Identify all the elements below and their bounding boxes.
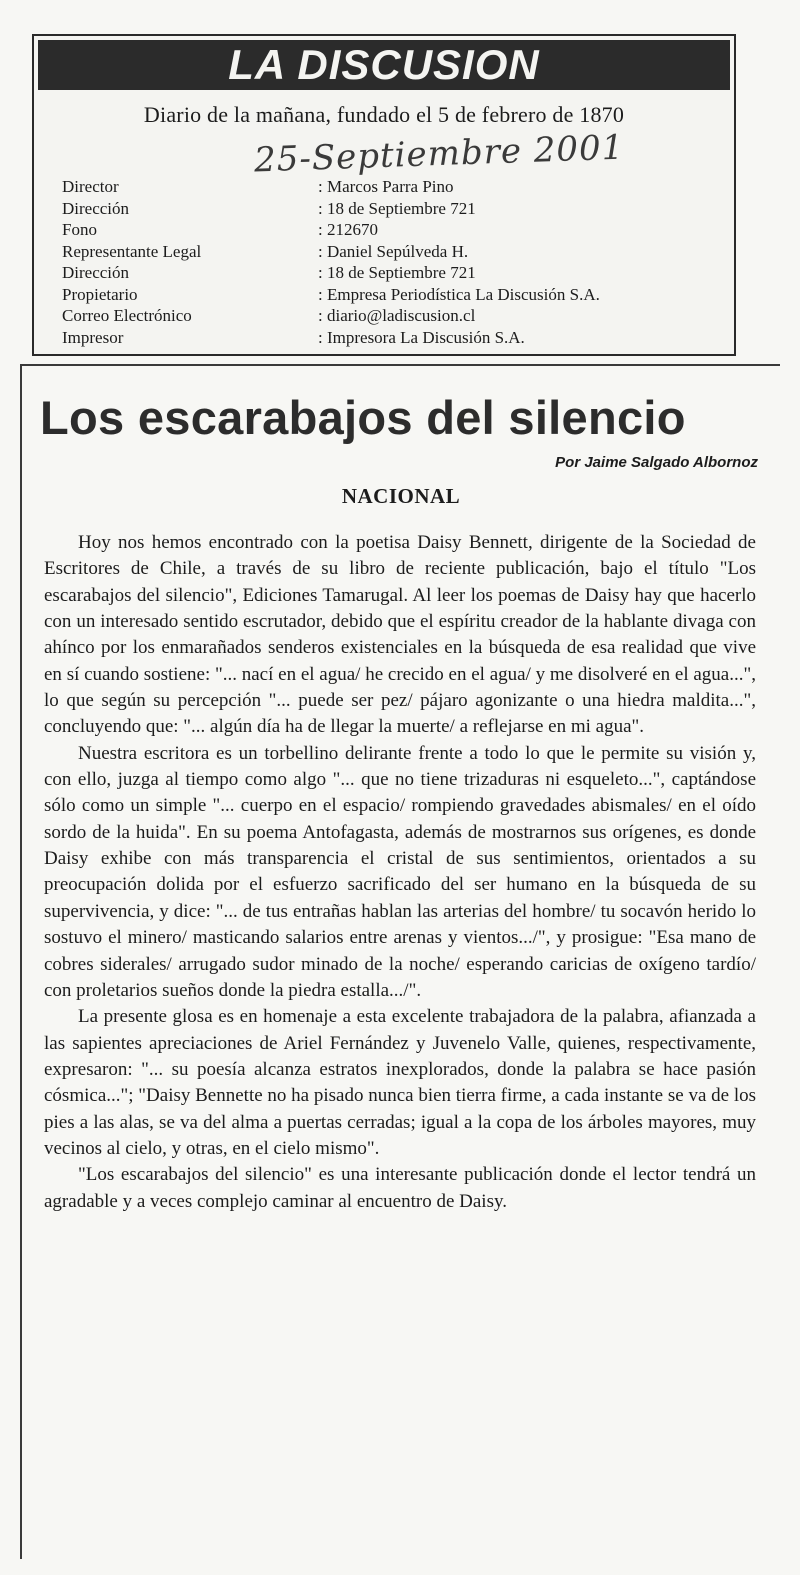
article-paragraph: Nuestra escritora es un torbellino delirante frente a todo lo que le permite su visión y, con ello, juzga al tiempo como algo "... que no tiene trizaduras ni esqueleto...", captándose sólo como un simple "... cuerpo en el espacio/ rompiendo gravedades abismales/ en el oído sordo de la huida". En su poema Antofagasta, además de mostrarnos sus orígenes, es donde Daisy exhibe con más transparencia el cristal de sus sentimientos, orientados a su preocupación dolida por el esfuerzo sacrificado del ser humano en la búsqueda de su supervivencia, y dice: "... de tus entrañas hablan las arterias del hombre/ tu socavón herido lo sostuvo el minero/ masticando salarios entre arenas y vientos.../", y prosigue: "Esa mano de cobres siderales/ arrugado sudor minado de la noche/ esperando caricias de oxígeno tardío/ con proletarios sueños donde la piedra estalla.../". bbox=[44, 742, 756, 1001]
masthead-info bbox=[62, 176, 732, 348]
info-row bbox=[62, 219, 732, 241]
info-row bbox=[62, 176, 732, 198]
newspaper-name: LA DISCUSION bbox=[38, 40, 730, 90]
info-row bbox=[62, 241, 732, 263]
info-value: : 18 de Septiembre 721 bbox=[318, 198, 476, 218]
article-headline: Los escarabajos del silencio bbox=[40, 391, 686, 444]
info-value: : Impresora La Discusión S.A. bbox=[318, 327, 525, 347]
handwritten-date: 25-Septiembre 2001 bbox=[253, 127, 625, 181]
article-paragraph: Hoy nos hemos encontrado con la poetisa Daisy Bennett, dirigente de la Sociedad de Escritores de Chile, a través de su libro de reciente publicación, bajo el título "Los escarabajos del silencio", Ediciones Tamarugal. Al leer los poemas de Daisy hay que hacerlo con un interesado sentido escrutador, debido que el espíritu creador de la hablante divaga con ahínco por los enmarañados senderos existenciales en la búsqueda de esa realidad que vive en sí cuando sostiene: "... nací en el agua/ he crecido en el agua/ y me disolveré en el agua...", lo que según su percepción "... puede ser pez/ pájaro agonizante o una hiedra maldita...", concluyendo que: "... algún día ha de llegar la muerte/ a reflejarse en mi agua". bbox=[44, 532, 756, 738]
info-label: Impresor bbox=[62, 327, 124, 347]
info-label: Correo Electrónico bbox=[62, 306, 192, 325]
article bbox=[20, 364, 780, 1559]
article-paragraph: "Los escarabajos del silencio" es una interesante publicación donde el lector tendrá un agradable y a veces complejo caminar al encuentro de Daisy. bbox=[44, 1164, 756, 1212]
article-body bbox=[44, 530, 756, 1215]
info-label: Propietario bbox=[62, 284, 138, 304]
info-row bbox=[62, 327, 732, 349]
info-label: Director bbox=[62, 177, 119, 196]
info-value: : Daniel Sepúlveda H. bbox=[318, 241, 469, 261]
masthead-subtitle: Diario de la mañana, fundado el 5 de febrero de 1870 bbox=[143, 102, 625, 127]
info-row bbox=[62, 305, 732, 327]
info-label: Representante Legal bbox=[62, 241, 202, 261]
info-value: : Empresa Periodística La Discusión S.A. bbox=[318, 284, 600, 304]
section-label: NACIONAL bbox=[341, 484, 461, 508]
info-row bbox=[62, 284, 732, 306]
info-row bbox=[62, 262, 732, 284]
info-label: Dirección bbox=[62, 198, 130, 218]
info-label: Fono bbox=[62, 220, 97, 239]
info-value: : diario@ladiscusion.cl bbox=[318, 306, 476, 325]
article-byline: Por Jaime Salgado Albornoz bbox=[555, 454, 758, 471]
info-value: : 18 de Septiembre 721 bbox=[318, 263, 476, 282]
article-paragraph: La presente glosa es en homenaje a esta excelente trabajadora de la palabra, afianzada a las sapientes apreciaciones de Ariel Fernández y Juvenelo Valle, quienes, respectivamente, expresaron: "... su poesía alcanza estratos inexplorados, donde la palabra se hace pasión cósmica..."; "Daisy Bennette no ha pisado nunca bien tierra firme, a cada instante se va de los pies a las alas, se va del alma a puertas cerradas; igual a la copa de los árboles mayores, muy vecinos al cielo, y otras, en el cielo mismo". bbox=[44, 1006, 756, 1159]
info-label: Dirección bbox=[62, 263, 130, 282]
info-value: : 212670 bbox=[318, 220, 378, 239]
masthead bbox=[32, 34, 736, 356]
info-value: : Marcos Parra Pino bbox=[318, 177, 454, 196]
info-row bbox=[62, 198, 732, 220]
